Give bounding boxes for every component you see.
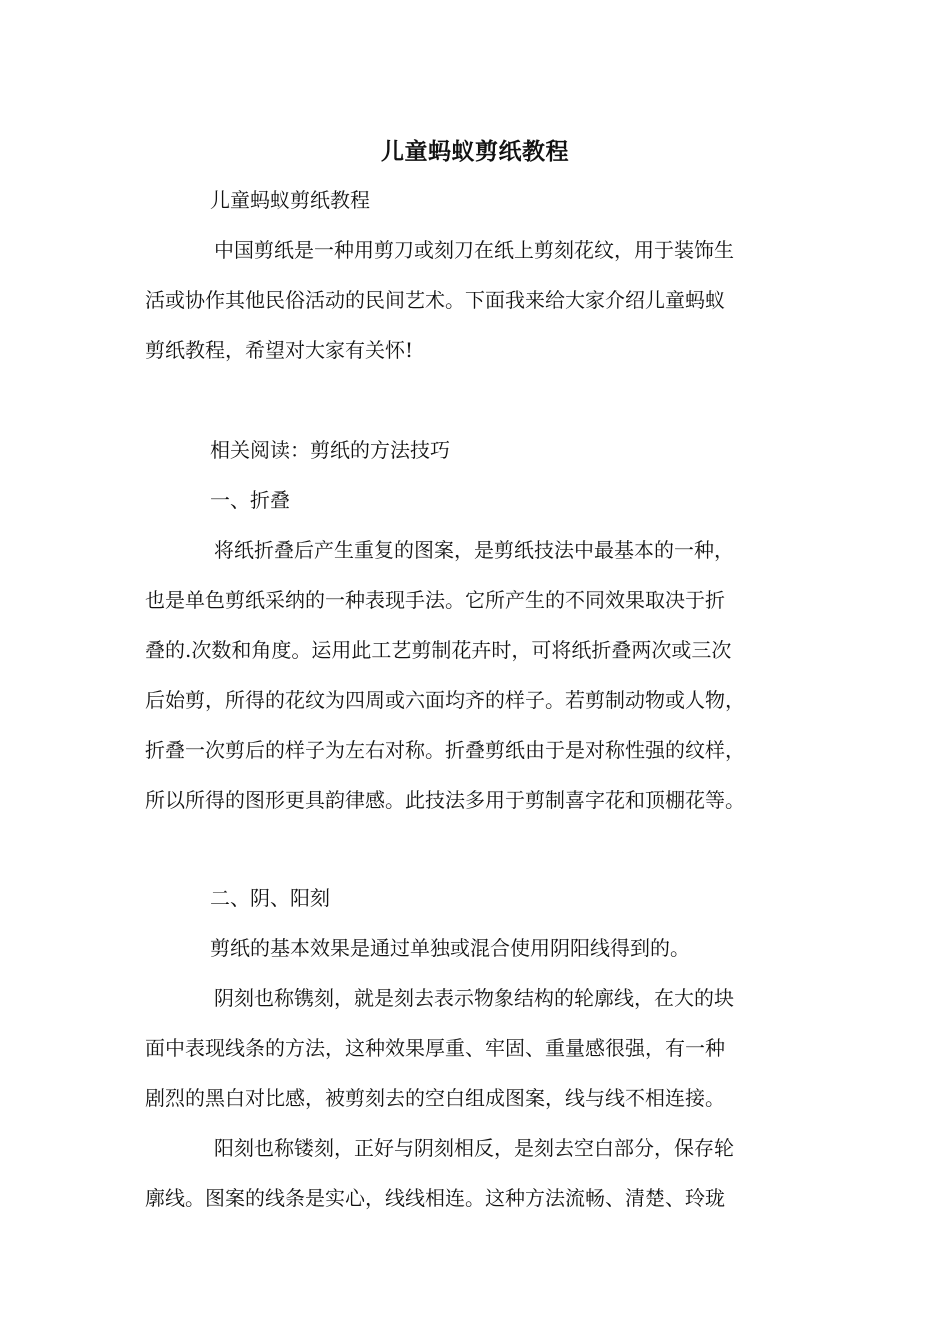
paragraph-line: 中国剪纸是一种用剪刀或刻刀在纸上剪刻花纹，用于装饰生 [214,238,734,262]
paragraph-line: 叠的.次数和角度。运用此工艺剪制花卉时，可将纸折叠两次或三次 [145,638,732,662]
paragraph-line: 廓线。图案的线条是实心，线线相连。这种方法流畅、清楚、玲珑 [145,1186,725,1210]
paragraph-line: 也是单色剪纸采纳的一种表现手法。它所产生的不同效果取决于折 [145,588,725,612]
paragraph-line: 阴刻也称镌刻，就是刻去表示物象结构的轮廓线，在大的块 [214,986,734,1010]
paragraph-line: 剪纸教程，希望对大家有关怀! [145,338,414,362]
section-heading: 二、阴、阳刻 [210,886,330,910]
document-title: 儿童蚂蚁剪纸教程 [381,138,569,165]
paragraph-line: 折叠一次剪后的样子为左右对称。折叠剪纸由于是对称性强的纹样， [145,738,745,762]
paragraph-line: 面中表现线条的方法，这种效果厚重、牢固、重量感很强，有一种 [145,1036,725,1060]
paragraph-line: 将纸折叠后产生重复的图案，是剪纸技法中最基本的一种， [214,538,734,562]
paragraph-line: 剪纸的基本效果是通过单独或混合使用阴阳线得到的。 [210,936,690,960]
paragraph-line: 后始剪，所得的花纹为四周或六面均齐的样子。若剪制动物或人物， [145,688,745,712]
paragraph-line: 剧烈的黑白对比感，被剪刻去的空白组成图案，线与线不相连接。 [145,1086,725,1110]
subtitle-line: 儿童蚂蚁剪纸教程 [210,188,370,212]
related-reading-line: 相关阅读：剪纸的方法技巧 [210,438,450,462]
section-heading: 一、折叠 [210,488,290,512]
paragraph-line: 所以所得的图形更具韵律感。此技法多用于剪制喜字花和顶棚花等。 [145,788,745,812]
paragraph-line: 活或协作其他民俗活动的民间艺术。下面我来给大家介绍儿童蚂蚁 [145,288,725,312]
paragraph-line: 阳刻也称镂刻，正好与阴刻相反，是刻去空白部分，保存轮 [214,1136,734,1160]
